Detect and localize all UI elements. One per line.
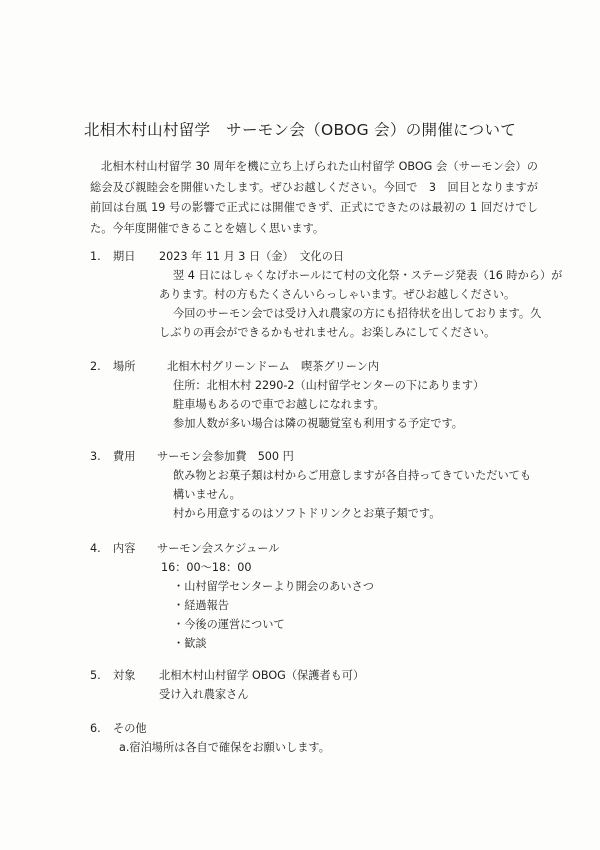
section-6-heading: その他	[113, 722, 147, 735]
section-2-venue: 北相木村グリーンドーム 喫茶グリーン内	[167, 360, 380, 373]
intro-paragraph	[90, 157, 538, 239]
section-1-line: しぶりの再会ができるかもせれません。お楽しみにしてください。	[159, 326, 496, 339]
schedule-item: ・歓談	[173, 637, 207, 650]
section-5-target: 北相木村山村留学 OBOG（保護者も可）	[159, 669, 365, 682]
section-5-line: 受け入れ農家さん	[159, 688, 249, 701]
section-4-number: 4.	[90, 542, 101, 555]
section-6-number: 6.	[90, 722, 101, 735]
section-1-line: 翌 4 日にはしゃくなげホールにて村の文化祭・ステージ発表（16 時から）が	[173, 269, 563, 282]
schedule-item: ・今後の運営について	[173, 618, 285, 631]
intro-text: 北相木村山村留学 30 周年を機に立ち上げられた山村留学 OBOG 会（サーモン会）の総会及び親睦会を開催いたします。ぜひお越しください。今回で 3 回目となりますが前回は台風 19 号の影響で正式には開催できず、正式にできたのは最初の 1 回だけでした。今年度開催できることを嬉しく思います。	[90, 160, 538, 235]
section-1-line: 今回のサーモン会では受け入れ農家の方にも招待状を出しております。久	[173, 307, 542, 320]
schedule-item: ・経過報告	[173, 599, 229, 612]
section-2-line: 参加人数が多い場合は隣の視聴覚室も利用する予定です。	[173, 417, 463, 430]
section-3-line: 飲み物とお菓子類は村からご用意しますが各自持ってきていただいても	[173, 469, 532, 482]
section-6-line: a.宿泊場所は各自で確保をお願いします。	[119, 741, 330, 754]
schedule-item: ・山村留学センターより開会のあいさつ	[173, 580, 374, 593]
section-5-number: 5.	[90, 669, 101, 682]
section-2-number: 2.	[90, 360, 101, 373]
section-2-line: 住所：北相木村 2290-2（山村留学センターの下にあります）	[173, 379, 485, 392]
section-1-line: あります。村の方もたくさんいらっしゃいます。ぜひお越しください。	[159, 288, 516, 301]
section-1-date: 2023 年 11 月 3 日（金） 文化の日	[159, 250, 345, 263]
section-3-fee: サーモン会参加費 500 円	[157, 450, 294, 463]
section-4-heading: 内容	[113, 542, 136, 555]
section-2-line: 駐車場もあるので車でお越しになれます。	[173, 398, 385, 411]
document-title: 北相木村山村留学 サーモン会（OBOG 会）の開催について	[83, 121, 517, 139]
section-4-time: 16：00～18：00	[161, 561, 252, 574]
section-2-heading: 場所	[113, 360, 136, 373]
section-3-line: 村から用意するのはソフトドリンクとお菓子類です。	[173, 507, 441, 520]
section-5-heading: 対象	[113, 669, 136, 682]
section-1-number: 1.	[90, 250, 101, 263]
section-3-line: 構いません。	[173, 488, 241, 501]
section-1-heading: 期日	[113, 250, 136, 263]
section-4-schedule-title: サーモン会スケジュール	[157, 542, 280, 555]
section-3-heading: 費用	[113, 450, 136, 463]
section-3-number: 3.	[90, 450, 101, 463]
